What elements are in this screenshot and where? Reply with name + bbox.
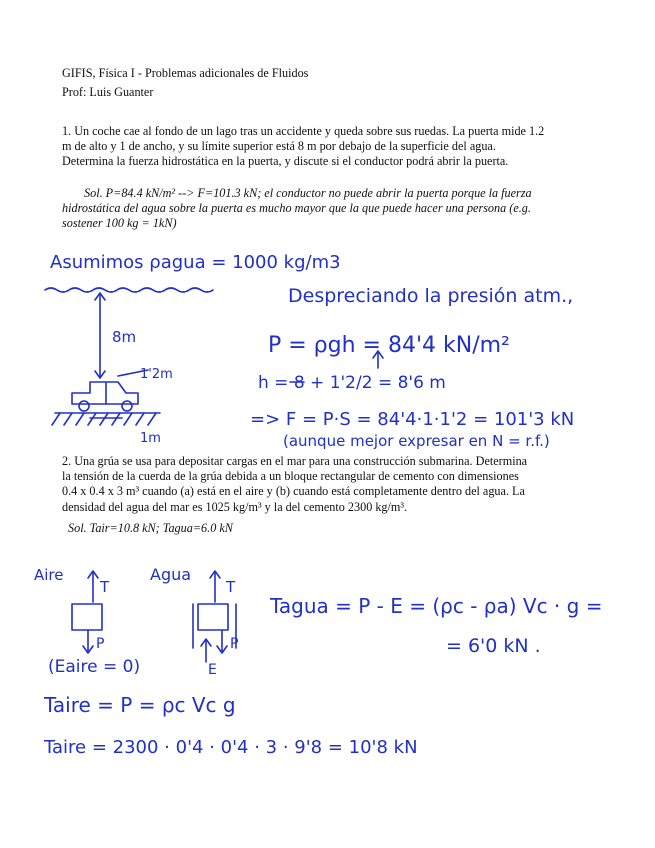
- problem1-line: Determina la fuerza hidrostática en la puerta, y discute si el conductor podrá abrir la puerta.: [62, 154, 509, 169]
- block-aire-icon: [72, 604, 102, 630]
- problem2-line: la tensión de la cuerda de la grúa debida a un bloque rectangular de cemento con dimensiones: [62, 469, 519, 484]
- problem2-line: densidad del agua del mar es 1025 kg/m³ y la del cemento 2300 kg/m³.: [62, 499, 408, 514]
- weight-arrow-aire: [83, 630, 93, 653]
- hw-t-agua-result: = 6'0 kN .: [446, 635, 541, 657]
- hw-neglect-atm: Despreciando la presión atm.,: [288, 285, 574, 307]
- hw-tension-label: T: [100, 578, 110, 596]
- hw-weight-label: P: [96, 636, 105, 652]
- solution-line: hidrostática del agua sobre la puerta es mucho mayor que la que puede hacer una persona (e.g.: [62, 201, 531, 216]
- solution-line: Sol. P=84.4 kN/m² --> F=101.3 kN; el conductor no puede abrir la puerta porque la fuerza: [84, 186, 532, 200]
- hw-label-1m: 1m: [140, 431, 161, 446]
- lake-floor-hatch: [52, 413, 156, 425]
- weight-arrow-agua: [217, 630, 227, 653]
- problem1-line: 1. Un coche cae al fondo de un lago tras un accidente y queda sobre sus ruedas. La puerta mide 1.2: [62, 124, 545, 138]
- hw-pressure-eq: P = ρgh = 84'4 kN/m²: [268, 333, 510, 358]
- hw-tension-label: T: [226, 578, 236, 596]
- professor-line: Prof: Luis Guanter: [62, 85, 154, 99]
- hw-aire-label: Aire: [34, 566, 64, 584]
- car-wheel-icon: [122, 401, 132, 411]
- hw-label-12m: 1'2m: [140, 367, 173, 382]
- buoyancy-arrow: [201, 639, 211, 662]
- problem1-line: m de alto y 1 de ancho, y su límite superior está 8 m por debajo de la superficie del agua.: [62, 139, 496, 154]
- problem2-line: 2. Una grúa se usa para depositar cargas en el mar para una construcción submarina. Determina: [62, 454, 528, 468]
- hw-force-note: (aunque mejor expresar en N = r.f.): [283, 432, 550, 450]
- hw-t-aire-num: Taire = 2300 · 0'4 · 0'4 · 3 · 9'8 = 10'8 kN: [44, 737, 418, 758]
- car-wheel-icon: [79, 401, 89, 411]
- hw-label-8m: 8m: [112, 328, 137, 346]
- water-surface-wave: [45, 288, 213, 292]
- hw-e-aire: (Eaire = 0): [48, 657, 141, 677]
- hw-weight-label: P: [230, 636, 239, 652]
- solution-line: sostener 100 kg = 1kN): [62, 216, 177, 231]
- hw-buoyancy-label: E: [208, 662, 217, 678]
- hw-force-eq: => F = P·S = 84'4·1·1'2 = 101'3 kN: [250, 409, 575, 430]
- hw-agua-label: Agua: [150, 565, 192, 584]
- problem2-line: 0.4 x 0.4 x 3 m³ cuando (a) está en el aire y (b) cuando está completamente dentro del agua. La: [62, 484, 525, 499]
- hw-t-aire-eq: Taire = P = ρc Vc g: [44, 693, 236, 717]
- problem2-solution: Sol. Tair=10.8 kN; Tagua=6.0 kN: [68, 521, 233, 535]
- course-title: GIFIS, Física I - Problemas adicionales de Fluidos: [62, 66, 309, 80]
- hw-depth-eq: h = 8 + 1'2/2 = 8'6 m: [258, 373, 446, 393]
- hw-t-agua-eq: Tagua = P - E = (ρc - ρa) Vc · g =: [270, 594, 603, 618]
- block-agua-icon: [198, 604, 228, 630]
- hw-assumption: Asumimos ρagua = 1000 kg/m3: [50, 252, 341, 273]
